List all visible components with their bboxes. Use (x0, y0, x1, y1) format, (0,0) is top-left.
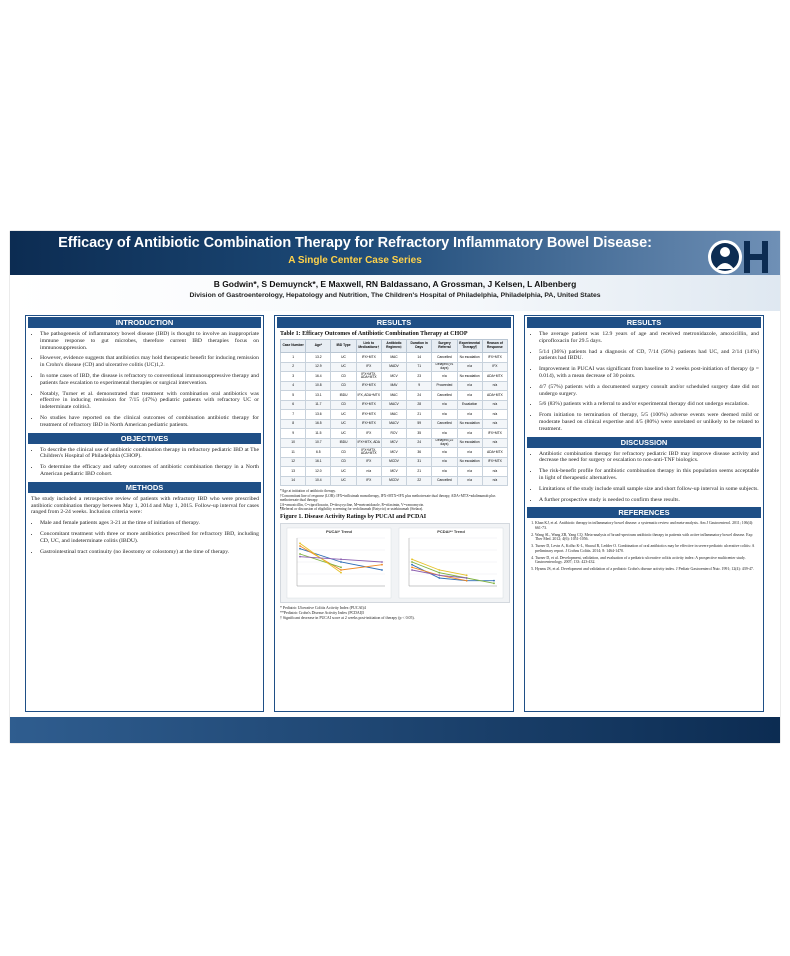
table-cell: IFX+MTX, ADA+MTX (356, 448, 381, 458)
results-list (525, 331, 763, 433)
table-cell: MCV (381, 372, 406, 382)
table-cell: Cancelled (432, 391, 457, 401)
chart-point (438, 572, 440, 574)
table-cell: n/a (482, 476, 507, 486)
table-cell: IFX (482, 362, 507, 372)
table-cell: IFX (356, 457, 381, 467)
chart-point (381, 569, 383, 571)
table-cell: 31 (407, 457, 432, 467)
table-cell: IFX (356, 476, 381, 486)
table-cell: MADV (381, 362, 406, 372)
chart-point (438, 574, 440, 576)
table-cell: 4 (281, 381, 306, 391)
table-cell: 8 (281, 419, 306, 429)
discussion-list (525, 451, 763, 504)
table-cell: 10.7 (306, 438, 331, 448)
table-row (281, 372, 508, 382)
chart-point (411, 558, 413, 560)
authors: B Godwin*, S Demuynck*, E Maxwell, RN Baldassano, A Grossman, J Kelsen, L Albenberg (213, 279, 577, 289)
table-cell: n/a (457, 448, 482, 458)
table-cell: n/a (457, 381, 482, 391)
table-cell: No escalation (457, 419, 482, 429)
figure-note: * Pediatric Ulcerative Colitis Activity Index (PUCAI)4 (280, 605, 366, 610)
table-cell: MAC (381, 353, 406, 363)
reference-item: 4. Turner D, et al. Development, validation, and evaluation of a pediatric ulcerative colitis activity index: A prospective multicenter study. Gastroenterology. 2007; 133: 423-432. (535, 556, 759, 565)
table-cell: n/a (432, 400, 457, 410)
table-cell: 36 (407, 448, 432, 458)
chart-plot-area (287, 528, 391, 598)
affiliation: Division of Gastroenterology, Hepatology and Nutrition, The Children's Hospital of Philadelphia, Philadelphia, PA, United States (189, 292, 601, 299)
table-cell: ADA+MTX (482, 448, 507, 458)
table-header-cell: Age* (306, 340, 331, 353)
chart-point (299, 542, 301, 544)
chart-point (299, 556, 301, 558)
table-cell: MAV (381, 381, 406, 391)
table-cell: CD (331, 372, 356, 382)
table-cell: 59 (407, 419, 432, 429)
table-cell: 16.4 (306, 372, 331, 382)
results-heading: RESULTS (527, 317, 761, 328)
table-cell: 1 (281, 353, 306, 363)
list-item: • The pathogenesis of inflammatory bowel disease (IBD) is thought to involve an inappropriate immune response to gut microbes, therefore current IBD therapies focus on immunosuppression. (40, 331, 259, 351)
table-cell: IFX+MTX (356, 419, 381, 429)
table-cell: UC (331, 410, 356, 420)
table-footnote: †Concomitant line of response (LOR): IFX=infliximab monotherapy, IFX+MTX=IFX plus methotrexate dual therapy, ADA+MTX=adalimumab plus methotrexate dual therapy. (280, 493, 496, 503)
table-cell: n/a (482, 400, 507, 410)
methods-paragraph: The study included a retrospective review of patients with refractory IBD who were prescribed antibiotic combination therapy between May 1, 2014 and May 1, 2015. Follow-up interval for cases ranged from 2-24 weeks. Inclusion criteria were: (31, 495, 259, 516)
table-cell: 7 (281, 410, 306, 420)
chart-point (493, 582, 495, 584)
table-cell: 10 (281, 438, 306, 448)
list-item: • 4/7 (57%) patients with a documented surgery consult and/or scheduled surgery date did not undergo surgery. (539, 384, 759, 398)
objectives-list (26, 447, 263, 478)
table-cell: MAC (381, 410, 406, 420)
list-item: • Improvement in PUCAI was significant from baseline to 2 weeks post-initiation of therapy (p = 0.014), with a mean decrease of 30 points. (539, 366, 759, 380)
table-cell: 14 (407, 353, 432, 363)
table-cell: Proceeded (432, 381, 457, 391)
list-item: • From initiation to termination of therapy, 5/5 (100%) adverse events were deemed mild or moderate based on clinical expertise and 4/5 (80%) were unrelated or unlikely to be related to treatment. (539, 412, 759, 432)
table-cell: 12.9 (306, 362, 331, 372)
table-row (281, 429, 508, 439)
chart-point (340, 569, 342, 571)
table-header-cell: Surgery Referral (432, 340, 457, 353)
table-cell: n/a (457, 476, 482, 486)
table-cell: 13.6 (306, 410, 331, 420)
table-row (281, 457, 508, 467)
table-cell: n/a (432, 457, 457, 467)
table-cell: IFX+MTX, ADA+MTX (356, 372, 381, 382)
list-item: • In some cases of IBD, the disease is refractory to conventional immunosuppressive therapy and patients face escalation to experimental therapies or surgical intervention. (40, 373, 259, 387)
table-cell: 5 (281, 391, 306, 401)
table-cell: 11.7 (306, 400, 331, 410)
table-row (281, 391, 508, 401)
list-item: • The average patient was 12.9 years of age and received metronidazole, amoxicillin, and ciprofloxacin for 29.5 days. (539, 331, 759, 345)
right-column (524, 315, 764, 712)
chart-point (493, 580, 495, 582)
table-row (281, 381, 508, 391)
chart-point (411, 566, 413, 568)
poster-subtitle: A Single Center Case Series (288, 255, 422, 266)
table-cell: n/a (482, 438, 507, 448)
table-header-cell: Link to Medications† (356, 340, 381, 353)
table-cell: UC (331, 353, 356, 363)
table-cell: n/a (432, 467, 457, 477)
table-row (281, 448, 508, 458)
table-cell: n/a (482, 467, 507, 477)
list-item: • The risk-benefit profile for antibiotic combination therapy in this population seems acceptable in light of therapeutic alternatives. (539, 468, 759, 482)
table-title: Table 1: Efficacy Outcomes of Antibiotic Combination Therapy at CHOP (280, 331, 468, 337)
list-item: • Male and female patients ages 3-21 at the time of initiation of therapy. (40, 520, 259, 527)
middle-column (274, 315, 514, 712)
chart-point (411, 561, 413, 563)
table-cell: IBDU (331, 391, 356, 401)
reference-item: 1. Khan KJ, et al. Antibiotic therapy in inflammatory bowel disease: a systematic review and meta-analysis. Am J Gastroenterol. 2011; 106(4): 661-73. (535, 521, 759, 530)
table-cell: 11.5 (306, 429, 331, 439)
table-cell: n/a (432, 372, 457, 382)
table-cell: IFX+MTX (356, 381, 381, 391)
chart-point (340, 561, 342, 563)
table-cell: n/a (482, 410, 507, 420)
table-cell: 16.5 (306, 419, 331, 429)
table-cell: MCV (381, 438, 406, 448)
methods-list (26, 520, 263, 555)
table-cell: 21 (407, 410, 432, 420)
table-cell: n/a (482, 419, 507, 429)
table-cell: No escalation (457, 353, 482, 363)
table-row (281, 353, 508, 363)
table-cell: UC (331, 476, 356, 486)
list-item: • To determine the efficacy and safety outcomes of antibiotic combination therapy in a North American pediatric IBD cohort. (40, 464, 259, 478)
table-cell: Cancelled (432, 419, 457, 429)
table-cell: CD (331, 448, 356, 458)
table-cell: 10.4 (306, 476, 331, 486)
table-header-cell: IBD Type (331, 340, 356, 353)
chart-point (299, 548, 301, 550)
table-cell: UC (331, 429, 356, 439)
reference-item: 5. Hyams JS, et al. Development and validation of a pediatric Crohn's disease activity index. J Pediatr Gastroenterol Nutr. 1991; 12(4): 439-47. (535, 567, 759, 572)
table-cell: Delayed (91 days) (432, 362, 457, 372)
chart-point (340, 566, 342, 568)
figure-panel (280, 523, 510, 603)
figure-title: Figure 1. Disease Activity Ratings by PUCAI and PCDAI (280, 513, 427, 520)
table-cell: 6.5 (306, 448, 331, 458)
reference-item: 2. Wang SL, Wang ZR, Yang CQ. Meta-analysis of broad-spectrum antibiotic therapy in patients with active inflammatory bowel disease. Exp Ther Med. 2012; 4(6): 1051-1056. (535, 533, 759, 542)
results-heading: RESULTS (277, 317, 511, 328)
introduction-heading: INTRODUCTION (28, 317, 261, 328)
table-cell: 24 (407, 438, 432, 448)
table-cell: 11 (281, 448, 306, 458)
table-cell: ADA+MTX (482, 372, 507, 382)
objectives-heading: OBJECTIVES (28, 433, 261, 444)
table-cell: 71 (407, 362, 432, 372)
discussion-heading: DISCUSSION (527, 437, 761, 448)
table-cell: IFX+MTX (482, 429, 507, 439)
table-cell: IFX (356, 429, 381, 439)
poster-title: Efficacy of Antibiotic Combination Therapy for Refractory Inflammatory Bowel Disease: (58, 235, 652, 251)
table-cell: 13.1 (306, 391, 331, 401)
trend-charts (281, 524, 509, 602)
table-cell: IFX, ADA+MTX (356, 391, 381, 401)
results-table (280, 339, 508, 486)
table-cell: UC (331, 419, 356, 429)
list-item: • Concomitant treatment with three or more antibiotics prescribed for refractory IBD, including CD, UC, and indeterminate colitis (IBDU). (40, 531, 259, 545)
table-cell: n/a (457, 362, 482, 372)
table-cell: IFX+MTX (482, 353, 507, 363)
table-cell: 35 (407, 429, 432, 439)
chart-point (411, 569, 413, 571)
table-cell: MACV (381, 400, 406, 410)
table-cell: CD (331, 400, 356, 410)
table-cell: MCDV (381, 457, 406, 467)
poster (10, 231, 780, 743)
table-row (281, 467, 508, 477)
table-row (281, 476, 508, 486)
table-cell: CD (331, 457, 356, 467)
table-cell: 12 (281, 457, 306, 467)
introduction-list (26, 331, 263, 429)
table-cell: IFX+MTX (356, 400, 381, 410)
figure-note: † Significant decrease in PUCAI score at 2 weeks post-initiation of therapy (p < 0.05). (280, 615, 415, 620)
table-cell: IBDU (331, 438, 356, 448)
figure-notes (280, 606, 508, 621)
table-cell: MACV (381, 419, 406, 429)
table-footnote: ¶Referral or discussion of eligibility screening for vedolizumab (Entyvio) or ustekinumab (Stelara). (280, 507, 424, 512)
bottom-band (10, 717, 780, 743)
chop-logo-icon (706, 237, 772, 277)
table-cell: IFX (356, 362, 381, 372)
table-row (281, 410, 508, 420)
chart-point (299, 553, 301, 555)
chart-point (340, 558, 342, 560)
table-cell: n/a (356, 467, 381, 477)
table-cell: No escalation (457, 457, 482, 467)
chart-point (381, 564, 383, 566)
table-header-cell: Reason of Response (482, 340, 507, 353)
table-cell: n/a (457, 391, 482, 401)
table-header-cell: Case Number (281, 340, 306, 353)
table-cell: Cancelled (432, 476, 457, 486)
table-cell: ADA+MTX (482, 391, 507, 401)
chart-point (299, 545, 301, 547)
table-cell: IFX+MTX (356, 353, 381, 363)
chart-title: PCDAI** Trend (437, 528, 465, 534)
table-cell: IFX+MTX, ADA (356, 438, 381, 448)
table-row (281, 419, 508, 429)
chart-point (381, 561, 383, 563)
table-header-cell: Experimental Therapy¶ (457, 340, 482, 353)
list-item: • Antibiotic combination therapy for refractory pediatric IBD may improve disease activity and decrease the need for surgery or escalation to non-anti-TNF biologics. (539, 451, 759, 465)
table-cell: 3 (281, 372, 306, 382)
table-cell: 24 (407, 391, 432, 401)
list-item: • Limitations of the study include small sample size and short follow-up interval in some subjects. (539, 486, 759, 493)
table-row (281, 438, 508, 448)
table-cell: 12.0 (306, 467, 331, 477)
chart-point (466, 577, 468, 579)
table-cell: 10.8 (306, 381, 331, 391)
list-item: • No studies have reported on the clinical outcomes of combination antibiotic therapy for treatment of refractory IBD in North American pediatric patients. (40, 415, 259, 429)
left-column (25, 315, 264, 712)
list-item: • To describe the clinical use of antibiotic combination therapy in refractory pediatric IBD at The Children's Hospital of Philadelphia (CHOP). (40, 447, 259, 461)
chart-point (466, 574, 468, 576)
list-item: • However, evidence suggests that antibiotics may hold therapeutic benefit for inducing remission in Crohn's disease (CD) and ulcerative colitis (UC)1,2. (40, 355, 259, 369)
table-header-cell: Antibiotic Regimen‡ (381, 340, 406, 353)
chart-point (411, 564, 413, 566)
table-cell: n/a (432, 448, 457, 458)
table-cell: n/a (432, 429, 457, 439)
table-cell: MCDV (381, 476, 406, 486)
table-cell: No escalation (457, 438, 482, 448)
list-item: • 5/14 (36%) patients had a diagnosis of CD, 7/14 (50%) patients had UC, and 2/14 (14%) patients had IBDU. (539, 349, 759, 363)
table-cell: 13 (281, 467, 306, 477)
chart-point (466, 580, 468, 582)
table-row (281, 362, 508, 372)
chart-point (438, 569, 440, 571)
table-cell: Escalation (457, 400, 482, 410)
table-cell: 16.1 (306, 457, 331, 467)
list-item: • Notably, Turner et al. demonstrated that treatment with combination oral antibiotics was effective in inducing remission for 7/15 (47%) pediatric patients with refractory UC or indeterminate colitis3. (40, 391, 259, 411)
table-cell: 23 (407, 372, 432, 382)
list-item: • A further prospective study is needed to confirm these results. (539, 497, 759, 504)
table-cell: 2 (281, 362, 306, 372)
chart-title: PUCAI* Trend (325, 528, 353, 534)
table-cell: n/a (457, 467, 482, 477)
table-cell: IFX+MTX (356, 410, 381, 420)
table-cell: IFX+MTX (482, 457, 507, 467)
table-cell: 9 (281, 429, 306, 439)
table-cell: MAC (381, 391, 406, 401)
table-cell: Delayed (22 days) (432, 438, 457, 448)
table-row (281, 400, 508, 410)
table-cell: n/a (432, 410, 457, 420)
table-cell: 6 (281, 400, 306, 410)
table-cell: MCV (381, 448, 406, 458)
table-cell: UC (331, 362, 356, 372)
chart-point (438, 577, 440, 579)
table-footnote: *Age at initiation of antibiotic therapy. (280, 489, 336, 493)
table-cell: UC (331, 467, 356, 477)
table-cell: 14 (281, 476, 306, 486)
table-header-cell: Duration in Days (407, 340, 432, 353)
table-footnotes (280, 489, 508, 512)
table-cell: 21 (407, 467, 432, 477)
reference-item: 3. Turner D, Levin A, Kolho K-L, Shaoul R, Ledder O. Combination of oral antibiotics may be effective in severe pediatric ulcerative colitis: A preliminary report. J Crohns Colitis. 2014; 8: 1464-1470. (535, 544, 759, 553)
references-heading: REFERENCES (527, 507, 761, 518)
table-footnote: ‡A=amoxicillin, C=ciprofloxacin, D=doxycycline, M=metronidazole, R=rifaximin, V=vancomycin. (280, 502, 425, 507)
methods-heading: METHODS (28, 482, 261, 493)
table-cell: n/a (482, 381, 507, 391)
chart-point (340, 572, 342, 574)
table-cell: No escalation (457, 372, 482, 382)
figure-note: **Pediatric Crohn's Disease Activity Index (PCDAI)5 (280, 610, 365, 615)
table-cell: MCV (381, 467, 406, 477)
table-cell: n/a (457, 429, 482, 439)
table-cell: 22 (407, 476, 432, 486)
table-cell: 28 (407, 400, 432, 410)
table-cell: n/a (457, 410, 482, 420)
references-list (525, 521, 763, 571)
table-cell: 9 (407, 381, 432, 391)
table-cell: 13.2 (306, 353, 331, 363)
table-cell: CD (331, 381, 356, 391)
table-cell: RCV (381, 429, 406, 439)
table-cell: Cancelled (432, 353, 457, 363)
list-item: • 5/6 (83%) patients with a referral to and/or experimental therapy did not undergo escalation. (539, 401, 759, 408)
list-item: • Gastrointestinal tract continuity (no ileostomy or colostomy) at the time of therapy. (40, 549, 259, 556)
